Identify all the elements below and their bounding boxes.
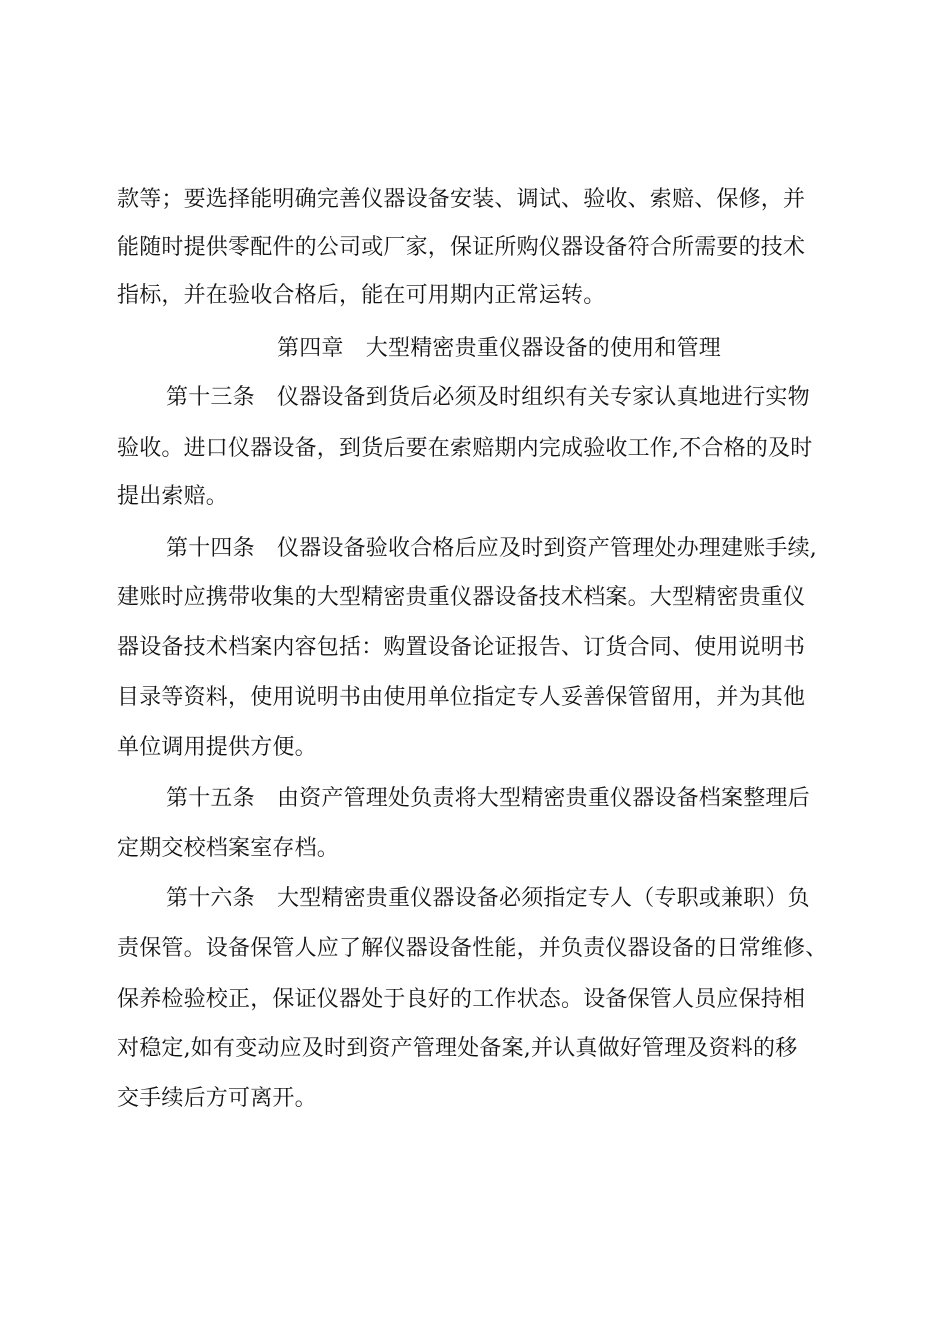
text-line: 单位调用提供方便。 — [117, 735, 317, 760]
text-line: 定期交校档案室存档。 — [117, 836, 340, 861]
text-line: 能随时提供零配件的公司或厂家，保证所购仪器设备符合所需要的技术 — [117, 235, 806, 260]
article-16-line: 第十六条 大型精密贵重仪器设备必须指定专人（专职或兼职）负 — [166, 886, 810, 911]
text-line: 交手续后方可离开。 — [117, 1086, 317, 1111]
text-line: 责保管。设备保管人应了解仪器设备性能，并负责仪器设备的日常维修、 — [117, 936, 828, 961]
text-line: 款等；要选择能明确完善仪器设备安装、调试、验收、索赔、保修，并 — [117, 187, 806, 212]
text-line: 验收。进口仪器设备，到货后要在索赔期内完成验收工作,不合格的及时 — [117, 436, 813, 461]
text-line: 提出索赔。 — [117, 484, 229, 509]
text-line: 对稳定,如有变动应及时到资产管理处备案,并认真做好管理及资料的移 — [117, 1036, 798, 1061]
text-line: 保养检验校正，保证仪器处于良好的工作状态。设备保管人员应保持相 — [117, 987, 806, 1012]
article-13-line: 第十三条 仪器设备到货后必须及时组织有关专家认真地进行实物 — [166, 385, 810, 410]
chapter-heading: 第四章 大型精密贵重仪器设备的使用和管理 — [277, 336, 722, 361]
article-15-line: 第十五条 由资产管理处负责将大型精密贵重仪器设备档案整理后 — [166, 786, 810, 811]
text-line: 目录等资料，使用说明书由使用单位指定专人妥善保管留用，并为其他 — [117, 685, 806, 710]
article-14-line: 第十四条 仪器设备验收合格后应及时到资产管理处办理建账手续, — [166, 536, 817, 561]
text-line: 指标，并在验收合格后，能在可用期内正常运转。 — [117, 283, 606, 308]
text-line: 器设备技术档案内容包括：购置设备论证报告、订货合同、使用说明书 — [117, 635, 806, 660]
text-line: 建账时应携带收集的大型精密贵重仪器设备技术档案。大型精密贵重仪 — [117, 585, 806, 610]
